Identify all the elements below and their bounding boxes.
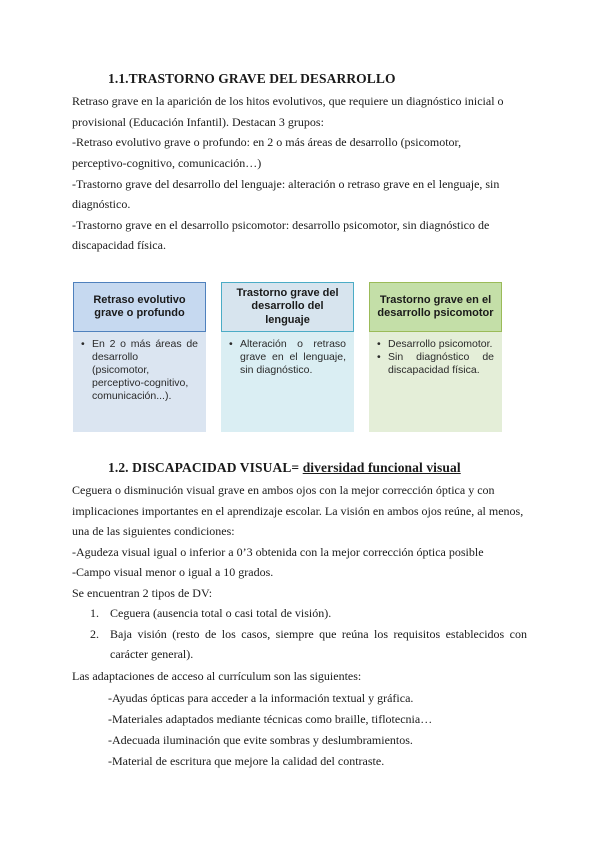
diagram-card-body <box>369 332 502 432</box>
group-3-line-2: discapacidad física. <box>72 238 166 252</box>
diagram-card-header: Retraso evolutivo grave o profundo <box>73 282 206 332</box>
diagram-card-body <box>221 332 354 432</box>
diagram-bullet: • En 2 o más áreas de desarrollo (psicomotor, perceptivo-cognitivo, comunicación...). <box>81 338 198 403</box>
diagram-bullet: • Sin diagnóstico de discapacidad física. <box>377 351 494 377</box>
section-2-p1-line-1: Ceguera o disminución visual grave en ambos ojos con la mejor corrección óptica y con <box>72 483 495 497</box>
list-text: Baja visión (resto de los casos, siempre que reúna los requisitos establecidos con carácter general). <box>110 626 527 661</box>
condition-1: -Agudeza visual igual o inferior a 0’3 obtenida con la mejor corrección óptica posible <box>72 545 484 559</box>
section-1-intro-line-1: Retraso grave en la aparición de los hitos evolutivos, que requiere un diagnóstico inicial o <box>72 94 504 108</box>
group-1-line-2: perceptivo-cognitivo, comunicación…) <box>72 156 262 170</box>
list-item <box>90 603 527 624</box>
diagram-bullet: • Alteración o retraso grave en el lenguaje, sin diagnóstico. <box>229 338 346 377</box>
section-2-p1-line-3: una de las siguientes condiciones: <box>72 524 235 538</box>
diagram-card-body <box>73 332 206 432</box>
section-2-title-underlined: diversidad funcional visual <box>302 460 461 475</box>
list-text: Ceguera (ausencia total o casi total de visión). <box>110 606 332 620</box>
section-2-p1-line-2: implicaciones importantes en el aprendizaje escolar. La visión en ambos ojos reúne, al menos, <box>72 504 524 518</box>
list-item <box>90 624 527 665</box>
group-2-line-2: diagnóstico. <box>72 197 131 211</box>
section-1-intro-line-2: provisional (Educación Infantil). Destacan 3 grupos: <box>72 115 324 129</box>
section-2-title-plain: 1.2. DISCAPACIDAD VISUAL= <box>108 460 303 475</box>
adaptation-4: -Material de escritura que mejore la calidad del contraste. <box>108 754 385 768</box>
list-number: 2. <box>90 626 99 641</box>
types-intro: Se encuentran 2 tipos de DV: <box>72 586 213 600</box>
adaptation-2: -Materiales adaptados mediante técnicas como braille, tiflotecnia… <box>108 712 433 726</box>
diagram-card-psicomotor <box>369 282 502 432</box>
diagram-bullet: • Desarrollo psicomotor. <box>377 338 494 351</box>
diagram-card-retraso <box>73 282 206 432</box>
group-1-line-1: -Retraso evolutivo grave o profundo: en 2 o más áreas de desarrollo (psicomotor, <box>72 135 462 149</box>
adaptation-3: -Adecuada iluminación que evite sombras y deslumbramientos. <box>108 733 413 747</box>
list-number: 1. <box>90 606 99 620</box>
adaptation-1: -Ayudas ópticas para acceder a la información textual y gráfica. <box>108 691 414 705</box>
section-1-title: 1.1.TRASTORNO GRAVE DEL DESARROLLO <box>108 71 396 86</box>
smartart-diagram <box>73 282 529 432</box>
diagram-card-lenguaje <box>221 282 354 432</box>
group-3-line-1: -Trastorno grave en el desarrollo psicomotor: desarrollo psicomotor, sin diagnóstico de <box>72 218 490 232</box>
dv-types-list <box>90 603 527 665</box>
section-2-title <box>108 460 461 476</box>
adaptations-intro: Las adaptaciones de acceso al currículum son las siguientes: <box>72 669 362 683</box>
diagram-card-header: Trastorno grave en el desarrollo psicomotor <box>369 282 502 332</box>
group-2-line-1: -Trastorno grave del desarrollo del lenguaje: alteración o retraso grave en el lenguaje, sin <box>72 177 500 191</box>
condition-2: -Campo visual menor o igual a 10 grados. <box>72 565 274 579</box>
diagram-card-header: Trastorno grave del desarrollo del lenguaje <box>221 282 354 332</box>
